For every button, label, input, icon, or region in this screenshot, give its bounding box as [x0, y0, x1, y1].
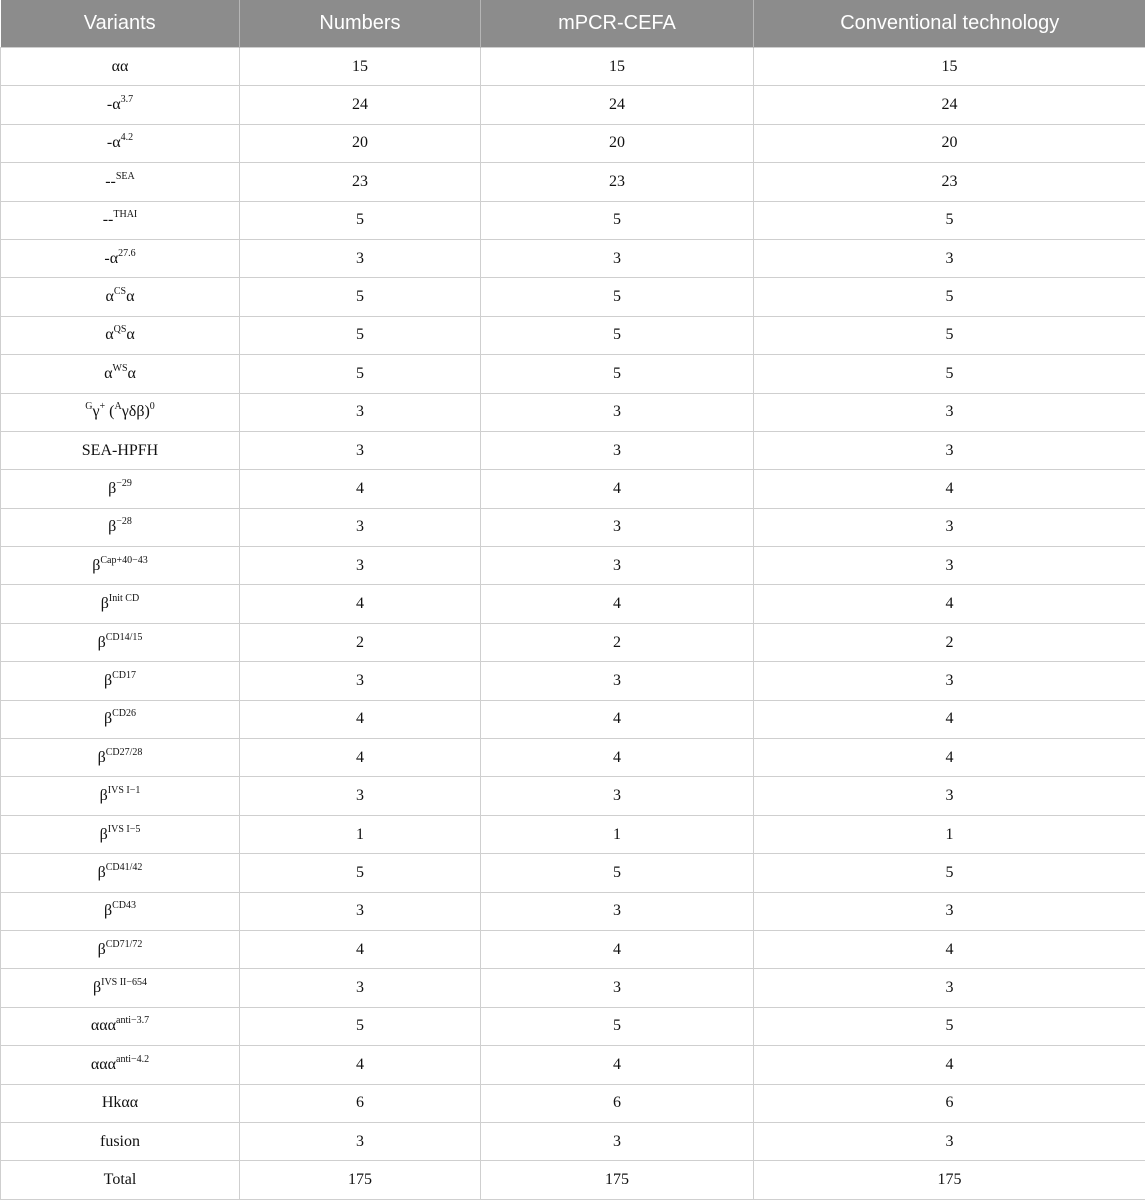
cell-mpcr-cefa: 3	[481, 431, 754, 469]
cell-mpcr-cefa: 4	[481, 1046, 754, 1084]
cell-numbers: 3	[240, 431, 481, 469]
variant-superscript: 3.7	[120, 94, 134, 106]
cell-mpcr-cefa: 5	[481, 1007, 754, 1045]
cell-conventional: 4	[754, 700, 1145, 738]
variant-base: β	[97, 633, 106, 651]
variant-superscript: CD26	[112, 708, 137, 720]
cell-variant	[1, 239, 240, 277]
cell-numbers: 5	[240, 201, 481, 239]
header-mpcr-cefa: mPCR-CEFA	[481, 0, 754, 48]
cell-variant	[1, 930, 240, 968]
cell-numbers: 4	[240, 700, 481, 738]
cell-conventional: 23	[754, 163, 1145, 201]
cell-mpcr-cefa: 3	[481, 662, 754, 700]
cell-variant	[1, 892, 240, 930]
cell-conventional: 5	[754, 278, 1145, 316]
cell-mpcr-cefa: 24	[481, 86, 754, 124]
cell-numbers: 3	[240, 662, 481, 700]
variant-superscript: +	[99, 401, 106, 413]
table-row	[1, 316, 1145, 354]
table-row	[1, 892, 1145, 930]
cell-variant	[1, 278, 240, 316]
variant-superscript: Cap+40−43	[100, 554, 148, 566]
cell-mpcr-cefa: 5	[481, 316, 754, 354]
cell-variant	[1, 48, 240, 86]
cell-variant	[1, 969, 240, 1007]
table-row	[1, 662, 1145, 700]
cell-variant	[1, 163, 240, 201]
variant-superscript: CD14/15	[105, 631, 143, 643]
cell-variant	[1, 739, 240, 777]
variant-suffix-2: γδβ)	[121, 403, 150, 421]
table-row	[1, 124, 1145, 162]
cell-conventional: 3	[754, 547, 1145, 585]
cell-variant	[1, 393, 240, 431]
table-header	[1, 0, 1145, 48]
cell-conventional: 4	[754, 470, 1145, 508]
table-row	[1, 278, 1145, 316]
cell-numbers: 3	[240, 547, 481, 585]
variant-base: β	[92, 979, 102, 997]
variant-base: -α	[104, 249, 119, 267]
cell-numbers: 3	[240, 239, 481, 277]
variant-base: β	[100, 595, 109, 613]
table-row	[1, 1046, 1145, 1084]
table-row	[1, 48, 1145, 86]
cell-mpcr-cefa: 4	[481, 739, 754, 777]
variant-base: β	[97, 940, 106, 958]
cell-mpcr-cefa: 3	[481, 508, 754, 546]
cell-mpcr-cefa: 4	[481, 470, 754, 508]
variant-superscript: −29	[116, 477, 132, 489]
cell-conventional: 2	[754, 623, 1145, 661]
cell-conventional: 15	[754, 48, 1145, 86]
variant-base: β	[103, 671, 113, 689]
cell-numbers: 175	[240, 1161, 481, 1199]
cell-conventional: 4	[754, 739, 1145, 777]
variant-base: Hkαα	[101, 1094, 139, 1112]
cell-conventional: 24	[754, 86, 1145, 124]
variant-superscript: Init CD	[108, 593, 140, 605]
variant-superscript: 27.6	[118, 247, 136, 259]
table-row	[1, 547, 1145, 585]
variant-base: β	[92, 556, 101, 574]
variant-superscript: CD27/28	[105, 746, 143, 758]
cell-conventional: 3	[754, 777, 1145, 815]
cell-variant	[1, 316, 240, 354]
table-row	[1, 854, 1145, 892]
cell-numbers: 2	[240, 623, 481, 661]
cell-numbers: 6	[240, 1084, 481, 1122]
variant-base: β	[103, 710, 113, 728]
variant-base: β	[108, 479, 117, 497]
variant-superscript: WS	[112, 362, 128, 374]
cell-numbers: 3	[240, 1122, 481, 1160]
cell-variant	[1, 1161, 240, 1199]
table-row	[1, 969, 1145, 1007]
cell-mpcr-cefa: 5	[481, 201, 754, 239]
variant-base: fusion	[100, 1132, 140, 1150]
cell-conventional: 3	[754, 393, 1145, 431]
variant-base: β	[108, 518, 117, 536]
cell-conventional: 3	[754, 431, 1145, 469]
variant-superscript: IVS II−654	[101, 977, 148, 989]
cell-mpcr-cefa: 3	[481, 239, 754, 277]
cell-mpcr-cefa: 3	[481, 393, 754, 431]
cell-conventional: 1	[754, 815, 1145, 853]
variant-base: ααα	[90, 1055, 116, 1073]
cell-numbers: 3	[240, 393, 481, 431]
variant-superscript: SEA	[115, 170, 135, 182]
cell-numbers: 3	[240, 969, 481, 1007]
cell-mpcr-cefa: 15	[481, 48, 754, 86]
cell-variant	[1, 1122, 240, 1160]
cell-numbers: 5	[240, 854, 481, 892]
cell-variant	[1, 662, 240, 700]
cell-mpcr-cefa: 3	[481, 892, 754, 930]
variant-base: γ	[92, 403, 100, 421]
cell-variant	[1, 585, 240, 623]
table-body	[1, 48, 1145, 1200]
variant-base: Total	[103, 1171, 137, 1189]
variant-base: β	[103, 902, 113, 920]
cell-mpcr-cefa: 1	[481, 815, 754, 853]
table-row	[1, 739, 1145, 777]
table-row	[1, 1007, 1145, 1045]
cell-conventional: 3	[754, 892, 1145, 930]
cell-numbers: 20	[240, 124, 481, 162]
table-row	[1, 930, 1145, 968]
cell-conventional: 3	[754, 239, 1145, 277]
cell-variant	[1, 777, 240, 815]
cell-mpcr-cefa: 4	[481, 930, 754, 968]
variant-superscript: CD41/42	[105, 861, 143, 873]
table-row	[1, 239, 1145, 277]
cell-variant	[1, 508, 240, 546]
cell-conventional: 3	[754, 1122, 1145, 1160]
cell-numbers: 5	[240, 316, 481, 354]
variant-superscript: THAI	[113, 209, 138, 221]
cell-numbers: 24	[240, 86, 481, 124]
cell-mpcr-cefa: 5	[481, 355, 754, 393]
cell-mpcr-cefa: 3	[481, 969, 754, 1007]
variant-base: β	[97, 863, 106, 881]
variant-superscript: CS	[113, 286, 127, 298]
variant-superscript: −28	[116, 516, 132, 528]
cell-numbers: 5	[240, 355, 481, 393]
cell-mpcr-cefa: 3	[481, 547, 754, 585]
variant-base: --	[105, 172, 116, 190]
cell-conventional: 5	[754, 854, 1145, 892]
table-row	[1, 700, 1145, 738]
table-row	[1, 1122, 1145, 1160]
cell-conventional: 175	[754, 1161, 1145, 1199]
variant-base: -α	[106, 134, 121, 152]
cell-variant	[1, 700, 240, 738]
variant-suffix: α	[127, 364, 136, 382]
cell-mpcr-cefa: 3	[481, 777, 754, 815]
variant-base: α	[104, 364, 113, 382]
cell-numbers: 4	[240, 1046, 481, 1084]
cell-variant	[1, 355, 240, 393]
variant-base: SEA-HPFH	[81, 441, 159, 459]
table-row	[1, 355, 1145, 393]
header-numbers: Numbers	[240, 0, 481, 48]
cell-numbers: 5	[240, 1007, 481, 1045]
variant-base: ααα	[90, 1017, 116, 1035]
table-row	[1, 623, 1145, 661]
variant-base: -α	[106, 96, 121, 114]
table-row	[1, 470, 1145, 508]
cell-numbers: 4	[240, 739, 481, 777]
cell-mpcr-cefa: 20	[481, 124, 754, 162]
cell-mpcr-cefa: 175	[481, 1161, 754, 1199]
variant-superscript: CD17	[112, 669, 137, 681]
cell-variant	[1, 470, 240, 508]
cell-conventional: 5	[754, 201, 1145, 239]
cell-conventional: 4	[754, 930, 1145, 968]
cell-conventional: 3	[754, 508, 1145, 546]
cell-variant	[1, 201, 240, 239]
variant-superscript-2: A	[114, 401, 122, 413]
variant-base: β	[99, 825, 108, 843]
cell-variant	[1, 1084, 240, 1122]
cell-mpcr-cefa: 23	[481, 163, 754, 201]
cell-conventional: 5	[754, 1007, 1145, 1045]
table-row	[1, 393, 1145, 431]
cell-numbers: 3	[240, 777, 481, 815]
variant-base: α	[105, 326, 114, 344]
cell-numbers: 4	[240, 585, 481, 623]
variant-base: β	[99, 787, 108, 805]
variant-prefix-superscript: G	[85, 401, 93, 413]
table-row	[1, 815, 1145, 853]
cell-numbers: 1	[240, 815, 481, 853]
cell-variant	[1, 854, 240, 892]
cell-variant	[1, 547, 240, 585]
cell-variant	[1, 1007, 240, 1045]
table-row	[1, 1084, 1145, 1122]
cell-variant	[1, 431, 240, 469]
variant-suffix: α	[126, 288, 135, 306]
cell-numbers: 3	[240, 508, 481, 546]
variant-base: αα	[111, 57, 129, 75]
variant-base: --	[102, 211, 114, 229]
variant-superscript: QS	[113, 324, 127, 336]
cell-variant	[1, 815, 240, 853]
cell-variant	[1, 124, 240, 162]
cell-variant	[1, 1046, 240, 1084]
cell-numbers: 4	[240, 470, 481, 508]
table-row	[1, 431, 1145, 469]
table-row	[1, 585, 1145, 623]
variant-superscript: 4.2	[120, 132, 134, 144]
variant-base: β	[97, 748, 106, 766]
cell-mpcr-cefa: 5	[481, 854, 754, 892]
cell-conventional: 5	[754, 316, 1145, 354]
variant-superscript: CD71/72	[105, 938, 143, 950]
cell-conventional: 6	[754, 1084, 1145, 1122]
table-row	[1, 163, 1145, 201]
cell-mpcr-cefa: 4	[481, 585, 754, 623]
variant-suffix: α	[126, 326, 135, 344]
variant-superscript: IVS I−5	[107, 823, 141, 835]
variant-suffix: (	[105, 403, 115, 421]
cell-conventional: 4	[754, 1046, 1145, 1084]
cell-conventional: 5	[754, 355, 1145, 393]
cell-numbers: 5	[240, 278, 481, 316]
header-conventional-technology: Conventional technology	[754, 0, 1145, 48]
table-row	[1, 777, 1145, 815]
variant-superscript: IVS I−1	[107, 785, 141, 797]
cell-conventional: 20	[754, 124, 1145, 162]
cell-numbers: 23	[240, 163, 481, 201]
cell-mpcr-cefa: 6	[481, 1084, 754, 1122]
table-row	[1, 86, 1145, 124]
table-row	[1, 201, 1145, 239]
variant-superscript: CD43	[112, 900, 137, 912]
cell-mpcr-cefa: 4	[481, 700, 754, 738]
variant-superscript: anti−3.7	[116, 1015, 150, 1027]
cell-numbers: 3	[240, 892, 481, 930]
cell-numbers: 15	[240, 48, 481, 86]
cell-variant	[1, 623, 240, 661]
variant-superscript-3: 0	[149, 401, 155, 413]
table-row	[1, 508, 1145, 546]
header-variants: Variants	[1, 0, 240, 48]
cell-mpcr-cefa: 5	[481, 278, 754, 316]
cell-variant	[1, 86, 240, 124]
cell-conventional: 3	[754, 969, 1145, 1007]
cell-conventional: 3	[754, 662, 1145, 700]
cell-mpcr-cefa: 3	[481, 1122, 754, 1160]
variant-base: α	[105, 288, 114, 306]
cell-numbers: 4	[240, 930, 481, 968]
table-row	[1, 1161, 1145, 1199]
variant-superscript: anti−4.2	[116, 1053, 150, 1065]
header-row	[1, 0, 1145, 48]
cell-conventional: 4	[754, 585, 1145, 623]
cell-mpcr-cefa: 2	[481, 623, 754, 661]
